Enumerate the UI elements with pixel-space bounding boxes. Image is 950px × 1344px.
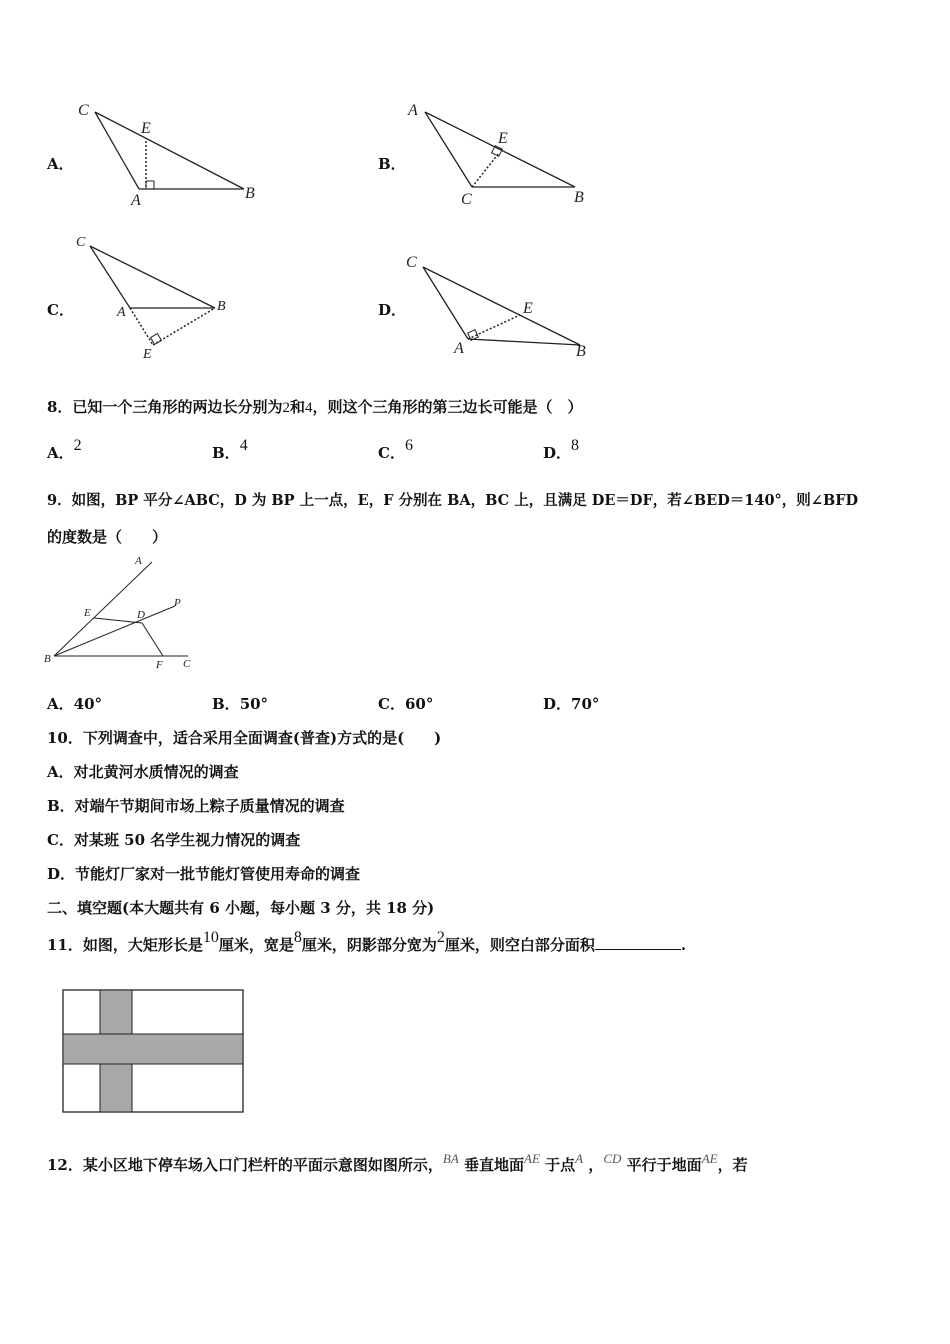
q9-option-c-label: C．	[378, 695, 405, 713]
q8-option-c	[378, 437, 413, 463]
q8-option-d-value: 8	[571, 437, 580, 454]
q7b-point-c: C	[461, 191, 472, 208]
q8-side1: 2	[282, 400, 290, 416]
q7c-point-b: B	[217, 299, 226, 314]
q9-stem-line1: 9．如图，BP 平分∠ABC，D 为 BP 上一点，E，F 分别在 BA，BC 上，且满足 DE＝DF，若∠BED＝140°，则∠BFD	[47, 492, 859, 509]
q8-option-c-value: 6	[404, 437, 413, 454]
q10-option-d: D．节能灯厂家对一批节能灯管使用寿命的调查	[47, 865, 361, 883]
q7-option-a-label: A．	[47, 155, 74, 173]
q7-option-d-label: D．	[378, 301, 407, 319]
q7d-point-c: C	[406, 254, 417, 271]
q7b-point-b: B	[574, 189, 584, 206]
q8-option-b-label: B．	[212, 444, 240, 462]
q9-option-a-label: A．	[47, 695, 74, 713]
q9-option-d-value: 70°	[571, 695, 600, 713]
q12-ba: BA	[442, 1151, 459, 1166]
q11-part4: 厘米，则空白部分面积	[444, 936, 595, 954]
q9-point-p: P	[174, 597, 181, 609]
q7a-point-a: A	[131, 192, 141, 209]
q7c-point-c: C	[76, 235, 86, 250]
q7a-point-c: C	[78, 102, 89, 119]
q11-part1: 11．如图，大矩形长是	[47, 936, 203, 954]
q9-option-b-value: 50°	[239, 695, 269, 713]
q9-option-b-label: B．	[212, 695, 240, 713]
q7d-point-b: B	[576, 343, 586, 360]
q7a-point-b: B	[245, 185, 255, 202]
q8-option-d	[543, 437, 580, 463]
q7-option-d-figure	[400, 245, 600, 365]
q11-figure	[62, 988, 246, 1116]
q12-part3: 于点	[545, 1156, 576, 1174]
q12-part2: 垂直地面	[464, 1156, 525, 1174]
q10-stem: 10．下列调查中，适合采用全面调查(普查)方式的是( )	[47, 729, 442, 747]
q11-shade: 2	[436, 929, 445, 946]
q11-width: 8	[293, 929, 302, 946]
section-2-heading: 二、填空题(本大题共有 6 小题，每小题 3 分，共 18 分)	[47, 899, 435, 917]
q7-option-b-label: B．	[378, 155, 406, 173]
q9-option-a	[47, 693, 102, 714]
q11-part2: 厘米，宽是	[218, 936, 294, 954]
q8-option-d-label: D．	[543, 444, 572, 462]
q11-part3: 厘米，阴影部分宽为	[301, 936, 437, 954]
q8-conj: 和	[289, 398, 305, 416]
q8-option-a-label: A．	[47, 444, 74, 462]
q9-option-d	[543, 693, 599, 714]
q8-stem-suffix: ，则这个三角形的第三边长可能是（ ）	[312, 398, 583, 416]
q11-stem	[47, 929, 687, 955]
q8-option-a	[47, 437, 82, 463]
q7d-point-e: E	[523, 300, 533, 317]
q9-figure	[40, 550, 210, 675]
q9-option-c-value: 60°	[404, 695, 434, 713]
q12-part1: 12．某小区地下停车场入口门栏杆的平面示意图如图所示，	[47, 1156, 443, 1174]
q7-option-c-figure	[70, 230, 270, 370]
q11-end: .	[680, 936, 687, 954]
q12-part4: ，	[588, 1156, 604, 1174]
q12-part6: ，若	[717, 1156, 748, 1174]
q9-stem-line2: 的度数是（ ）	[47, 528, 168, 546]
q7a-point-e: E	[141, 120, 151, 137]
q11-answer-blank[interactable]	[595, 935, 681, 950]
q9-point-a: A	[135, 555, 142, 567]
q8-option-b	[212, 437, 248, 463]
q7-option-a-figure	[70, 95, 270, 210]
q7c-point-e: E	[143, 347, 152, 362]
q9-point-b: B	[44, 653, 51, 665]
q12-stem	[47, 1151, 748, 1175]
q10-option-c: C．对某班 50 名学生视力情况的调查	[47, 831, 301, 849]
q12-pa: A	[575, 1151, 584, 1166]
q11-length: 10	[202, 929, 219, 946]
q8-stem-prefix: 8．已知一个三角形的两边长分别为	[47, 398, 283, 416]
q9-point-c: C	[183, 658, 191, 670]
q9-point-f: F	[156, 659, 163, 671]
q8-option-a-value: 2	[73, 437, 82, 454]
q8-side2: 4	[304, 400, 313, 416]
q7d-point-a: A	[454, 340, 464, 357]
q12-part5: 平行于地面	[626, 1156, 702, 1174]
q7b-point-e: E	[498, 130, 508, 147]
q9-option-c	[378, 693, 433, 714]
q9-option-d-label: D．	[543, 695, 572, 713]
q9-point-e: E	[84, 607, 91, 619]
q7-option-c-label: C．	[47, 301, 74, 319]
q8-option-c-label: C．	[378, 444, 405, 462]
q7c-point-a: A	[117, 305, 126, 320]
q10-option-b: B．对端午节期间市场上粽子质量情况的调查	[47, 797, 345, 815]
q8-stem	[47, 396, 582, 417]
q9-option-a-value: 40°	[73, 695, 103, 713]
q12-cd: CD	[603, 1151, 622, 1166]
q10-option-a: A．对北黄河水质情况的调查	[47, 763, 239, 781]
q7b-point-a: A	[408, 102, 418, 119]
q7-option-b-figure	[400, 95, 600, 210]
q12-ae1: AE	[524, 1151, 540, 1166]
q8-option-b-value: 4	[239, 437, 248, 454]
q9-point-d: D	[137, 609, 145, 621]
q11-shade-horizontal	[63, 1034, 243, 1064]
q9-option-b	[212, 693, 268, 714]
q12-ae2: AE	[701, 1151, 718, 1166]
